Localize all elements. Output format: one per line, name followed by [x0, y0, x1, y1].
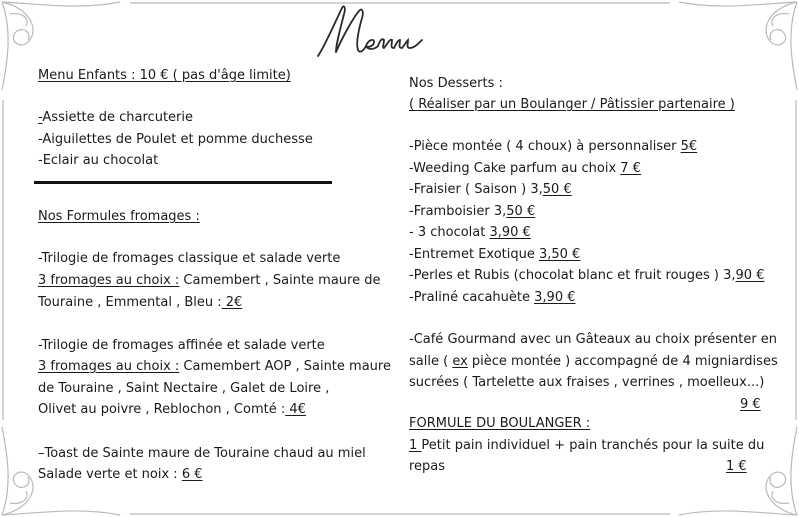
dessert-name: -Weeding Cake parfum au choix	[409, 161, 621, 176]
dessert-price: 3,50 €	[538, 247, 581, 262]
formule1-choix-text: Camembert , Sainte maure de	[179, 273, 381, 288]
desserts-heading: Nos Desserts :	[409, 76, 503, 91]
dessert-item	[409, 224, 531, 241]
formule2-line3: de Touraine , Saint Nectaire , Galet de Loire ,	[38, 381, 330, 396]
enfants-item-text: Assiette de charcuterie	[42, 110, 194, 125]
formule2-price: 4€	[285, 402, 306, 417]
formule1-choix-label: 3 fromages au choix :	[38, 273, 180, 288]
toast-line2-text: Salade verte et noix :	[38, 467, 178, 482]
dessert-name: -Fraisier ( Saison ) 3,	[409, 182, 543, 197]
dessert-name: -Entremet Exotique	[409, 247, 539, 262]
dessert-item	[409, 246, 580, 263]
dessert-price: 7 €	[620, 161, 641, 176]
fromages-heading: Nos Formules fromages :	[38, 209, 200, 224]
toast-line2	[38, 466, 203, 483]
dessert-price: 50 €	[506, 204, 536, 219]
menu-title	[300, 0, 450, 70]
formule2-line1: -Trilogie de fromages affinée et salade verte	[38, 338, 325, 353]
formule2-line4-text: Olivet au poivre , Reblochon , Comté :	[38, 402, 286, 417]
enfants-item: -Eclair au chocolat	[38, 153, 159, 168]
cafe-price: 9 €	[740, 397, 761, 412]
dash: -	[38, 110, 43, 125]
formule2-line2	[38, 358, 391, 375]
menu-enfants-heading: Menu Enfants : 10 € ( pas d'âge limite)	[38, 68, 291, 83]
cafe-line1: -Café Gourmand avec un Gâteaux au choix présenter en	[409, 332, 778, 347]
formule1-line3	[38, 294, 242, 311]
boulanger-line1	[409, 437, 764, 454]
dessert-price: 90 €	[735, 268, 765, 283]
boulanger-price: 1 €	[726, 459, 747, 474]
cafe-line2-b: pièce montée ) accompagné de 4 migniardises	[467, 354, 778, 369]
dessert-name: -Perles et Rubis (chocolat blanc et fruit rouges ) 3,	[409, 268, 736, 283]
boulanger-line2: repas	[409, 459, 446, 474]
dessert-price: 3,90 €	[489, 225, 531, 240]
dessert-item	[409, 138, 697, 155]
divider	[34, 181, 332, 184]
dessert-item	[409, 267, 764, 284]
enfants-item: -Aiguilettes de Poulet et pomme duchesse	[38, 132, 313, 147]
enfants-item	[38, 109, 193, 126]
formule2-line4	[38, 401, 306, 418]
cafe-line2-a: salle (	[409, 354, 453, 369]
dessert-item	[409, 289, 576, 306]
dessert-price: 50 €	[542, 182, 572, 197]
dessert-item	[409, 181, 572, 198]
formule1-line3-text: Touraine , Emmental , Bleu :	[38, 295, 222, 310]
dessert-name: -Framboisier 3,	[409, 204, 507, 219]
cafe-line2	[409, 353, 778, 370]
cafe-ex: ex	[452, 354, 468, 369]
dessert-item	[409, 203, 535, 220]
menu-title-script	[300, 0, 450, 70]
dessert-name: -Pièce montée ( 4 choux) à personnaliser	[409, 139, 681, 154]
formule2-choix-text: Camembert AOP , Sainte maure	[179, 359, 391, 374]
formule1-line2	[38, 272, 380, 289]
cafe-line3: sucrées ( Tartelette aux fraises , verrines , moelleux...)	[409, 375, 765, 390]
formule1-line1: -Trilogie de fromages classique et salade verte	[38, 251, 341, 266]
formule2-choix-label: 3 fromages au choix :	[38, 359, 180, 374]
toast-line1: –Toast de Sainte maure de Touraine chaud au miel	[38, 446, 366, 461]
formule1-price: 2€	[221, 295, 243, 310]
dessert-name: - 3 chocolat	[409, 225, 490, 240]
toast-price: 6 €	[181, 467, 203, 482]
dessert-name: -Praliné cacahuète	[409, 290, 535, 305]
desserts-subheading: ( Réaliser par un Boulanger / Pâtissier partenaire )	[409, 97, 735, 112]
dessert-price: 5€	[680, 139, 698, 154]
boulanger-qty: 1	[409, 438, 422, 453]
dessert-price: 3,90 €	[534, 290, 576, 305]
boulanger-line1-text: Petit pain individuel + pain tranchés pour la suite du	[421, 438, 765, 453]
dessert-item	[409, 160, 641, 177]
boulanger-heading: FORMULE DU BOULANGER :	[409, 416, 591, 431]
